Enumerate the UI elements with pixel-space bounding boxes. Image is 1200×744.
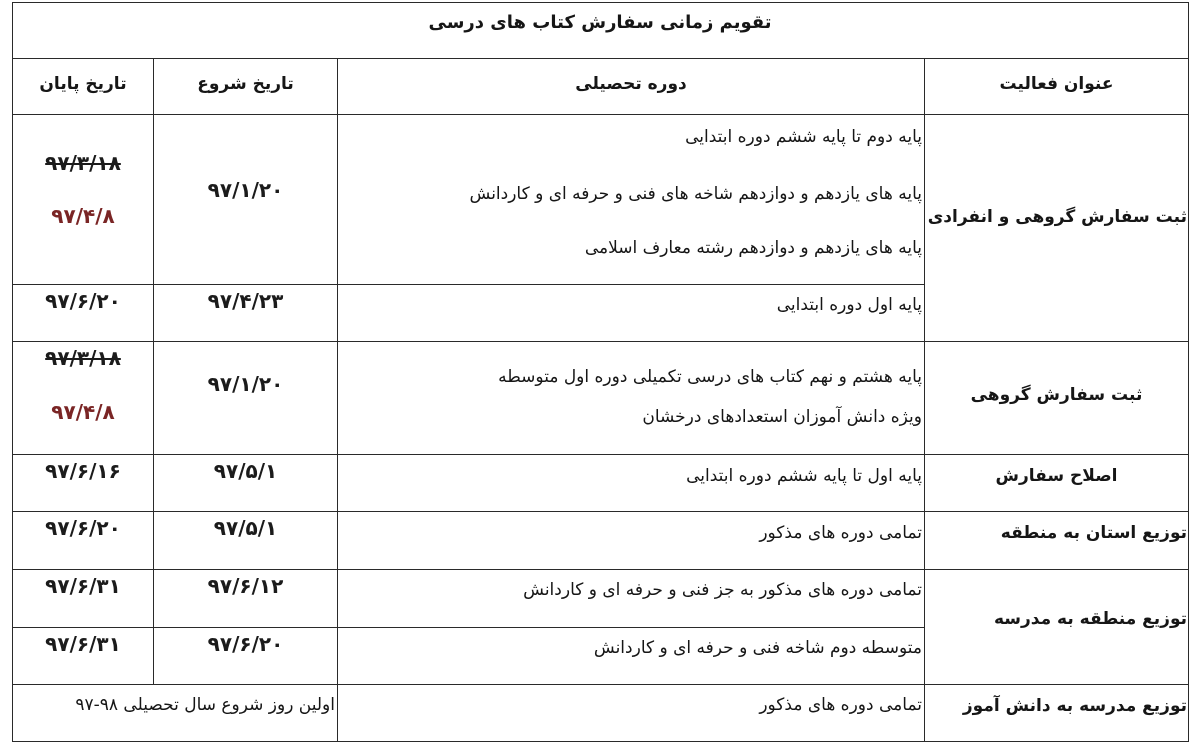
table-border-bottom [12,741,1189,742]
end-date: ۹۷/۶/۳۱ [45,632,121,656]
start-date: ۹۷/۵/۱ [213,459,278,483]
header-course: دوره تحصیلی [575,74,687,94]
header-end-date: تاریخ پایان [39,74,127,94]
course-cell: پایه های یازدهم و دوازدهم شاخه های فنی و حرفه ای و کاردانش [469,184,922,204]
table-border-left [12,2,13,742]
course-cell: ویژه دانش آموزان استعدادهای درخشان [642,407,922,427]
course-cell: تمامی دوره های مذکور [759,695,922,715]
activity-cell: توزیع مدرسه به دانش آموز [962,696,1187,716]
row-divider [12,569,1189,570]
header-divider [12,114,1189,115]
course-cell: پایه هشتم و نهم کتاب های درسی تکمیلی دوره اول متوسطه [498,367,922,387]
title-divider [12,58,1189,59]
table-border-right [1188,2,1189,742]
header-activity: عنوان فعالیت [999,74,1114,94]
start-date: ۹۷/۶/۱۲ [207,574,284,598]
table-border-top [12,2,1189,3]
start-date: ۹۷/۴/۲۳ [207,289,284,313]
row-divider [12,454,1189,455]
end-date: ۹۷/۶/۱۶ [45,459,121,483]
end-date: ۹۷/۶/۲۰ [45,516,121,540]
start-date: ۹۷/۱/۲۰ [207,372,284,396]
row-divider [12,684,1189,685]
course-cell: تمامی دوره های مذکور به جز فنی و حرفه ای و کاردانش [523,580,922,600]
end-date-cancelled: ۹۷/۳/۱۸ [45,346,121,370]
start-date: ۹۷/۵/۱ [213,516,278,540]
activity-cell: توزیع استان به منطقه [1000,523,1187,543]
course-cell: تمامی دوره های مذکور [759,523,922,543]
end-date: ۹۷/۶/۲۰ [45,289,121,313]
end-date-cancelled: ۹۷/۳/۱۸ [45,151,121,175]
course-cell: متوسطه دوم شاخه فنی و حرفه ای و کاردانش [593,638,922,658]
end-date-revised: ۹۷/۴/۸ [51,204,115,228]
end-date-revised: ۹۷/۴/۸ [51,400,115,424]
course-cell: پایه اول تا پایه ششم دوره ابتدایی [686,466,922,486]
page-title: تقویم زمانی سفارش کتاب های درسی [428,12,772,33]
course-cell: پایه های یازدهم و دوازدهم رشته معارف اسلامی [584,238,922,258]
start-date: ۹۷/۶/۲۰ [207,632,284,656]
row-divider [12,284,924,285]
activity-cell: توزیع منطقه به مدرسه [993,609,1187,629]
start-date: ۹۷/۱/۲۰ [207,178,284,202]
activity-cell: ثبت سفارش گروهی [970,385,1143,405]
activity-cell: ثبت سفارش گروهی و انفرادی [927,207,1187,227]
activity-cell: اصلاح سفارش [995,466,1118,486]
date-merged-cell: اولین روز شروع سال تحصیلی ۹۸-۹۷ [75,695,335,715]
end-date: ۹۷/۶/۳۱ [45,574,121,598]
row-divider [12,341,1189,342]
course-cell: پایه اول دوره ابتدایی [776,295,922,315]
header-start-date: تاریخ شروع [197,74,294,94]
row-divider [12,627,924,628]
course-cell: پایه دوم تا پایه ششم دوره ابتدایی [685,127,922,147]
row-divider [12,511,1189,512]
